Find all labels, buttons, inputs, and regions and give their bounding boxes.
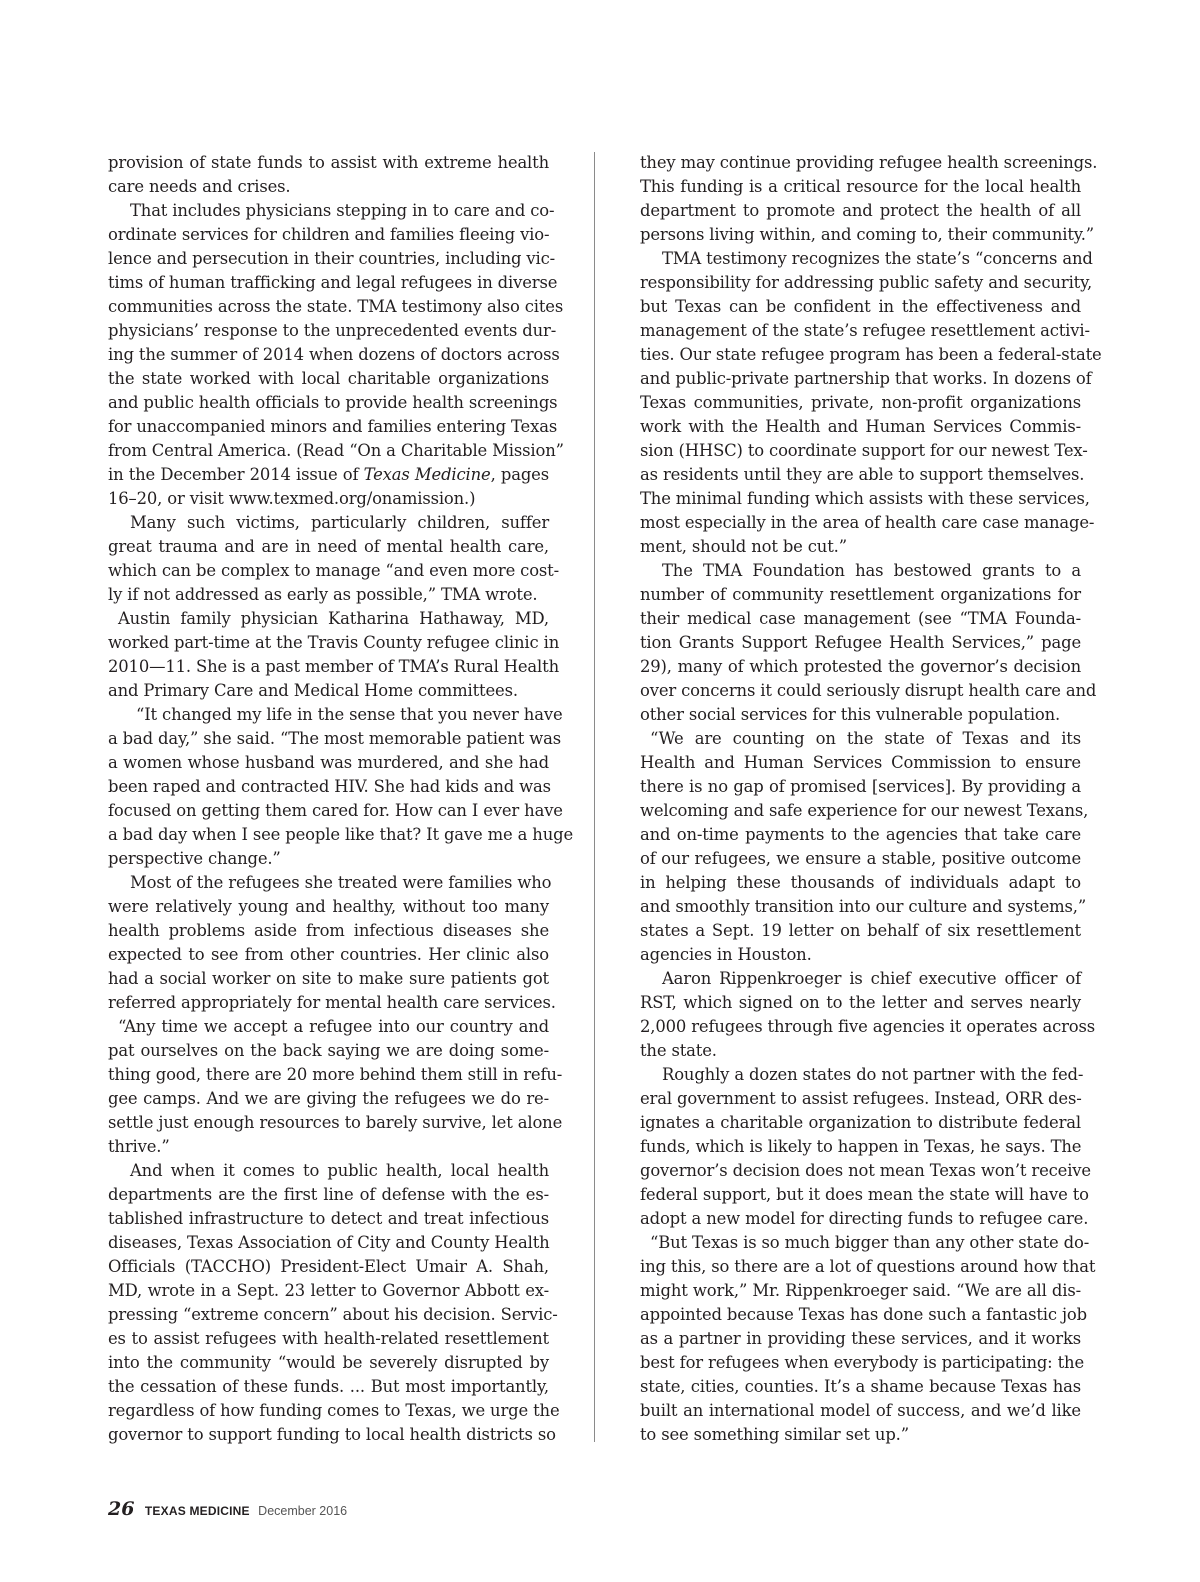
text-line: over concerns it could seriously disrupt health care and [640,681,1097,700]
text-line: and Primary Care and Medical Home committees. [108,681,518,700]
text-line: The minimal funding which assists with these services, [640,489,1090,508]
text-line: there is no gap of promised [services]. By providing a [640,777,1081,796]
text-line: department to promote and protect the health of all [640,201,1081,220]
text-line: and public-private partnership that works. In dozens of [640,369,1092,388]
text-fragment: in the December 2014 issue of [108,465,364,484]
text-line: and smoothly transition into our culture and systems,” [640,897,1087,916]
text-line: tablished infrastructure to detect and treat infectious [108,1209,549,1228]
text-line: lence and persecution in their countries, including vic- [108,249,556,268]
text-line: agencies in Houston. [640,945,812,964]
text-line: 16–20, or visit www.texmed.org/onamission.) [108,489,476,508]
text-line: 2,000 refugees through five agencies it operates across [640,1017,1096,1036]
text-line: great trauma and are in need of mental health care, [108,537,549,556]
text-line: care needs and crises. [108,177,291,196]
text-line: physicians’ response to the unprecedented events dur- [108,321,557,340]
page-footer [108,1498,347,1518]
text-line: responsibility for addressing public safety and security, [640,273,1093,292]
text-line: into the community “would be severely disrupted by [108,1353,549,1372]
text-line: tion Grants Support Refugee Health Services,” page [640,633,1081,652]
text-line: adopt a new model for directing funds to refugee care. [640,1209,1089,1228]
text-line: settle just enough resources to barely survive, let alone [108,1113,563,1132]
text-line: from Central America. (Read “On a Charitable Mission” [108,441,564,460]
text-line: been raped and contracted HIV. She had kids and was [108,777,551,796]
text-line: Many such victims, particularly children, suffer [130,513,549,532]
text-line: This funding is a critical resource for the local health [640,177,1081,196]
text-line: tims of human trafficking and legal refugees in diverse [108,273,558,292]
text-line [108,463,549,487]
text-line: best for refugees when everybody is participating: the [640,1353,1085,1372]
text-line: management of the state’s refugee resettlement activi- [640,321,1090,340]
text-line: Roughly a dozen states do not partner with the fed- [662,1065,1084,1084]
page-number: 26 [108,1498,135,1520]
text-line: other social services for this vulnerable population. [640,705,1061,724]
text-line: expected to see from other countries. Her clinic also [108,945,549,964]
text-line: for unaccompanied minors and families entering Texas [108,417,558,436]
text-line: work with the Health and Human Services Commis- [640,417,1081,436]
text-line: “But Texas is so much bigger than any other state do- [650,1233,1090,1252]
text-line: Officials (TACCHO) President-Elect Umair A. Shah, [108,1257,549,1276]
column-divider [594,152,595,1442]
text-line: in helping these thousands of individuals adapt to [640,873,1081,892]
text-line: ignates a charitable organization to distribute federal [640,1113,1081,1132]
text-line: appointed because Texas has done such a fantastic job [640,1305,1087,1324]
text-line: And when it comes to public health, local health [130,1161,549,1180]
article-column-left [108,151,574,1447]
text-line: pressing “extreme concern” about his decision. Servic- [108,1305,558,1324]
text-line: focused on getting them cared for. How can I ever have [108,801,563,820]
text-line: Most of the refugees she treated were families who [130,873,552,892]
issue-date: December 2016 [258,1504,348,1518]
text-line: as residents until they are able to support themselves. [640,465,1085,484]
text-line: federal support, but it does mean the state will have to [640,1185,1089,1204]
text-line: persons living within, and coming to, their community.” [640,225,1094,244]
text-line: might work,” Mr. Rippenkroeger said. “We are all dis- [640,1281,1081,1300]
text-line: communities across the state. TMA testimony also cites [108,297,564,316]
text-line: a women whose husband was murdered, and she had [108,753,549,772]
text-line: welcoming and safe experience for our newest Texans, [640,801,1089,820]
text-line: had a social worker on site to make sure patients got [108,969,549,988]
text-line: they may continue providing refugee health screenings. [640,153,1098,172]
text-line: Aaron Rippenkroeger is chief executive officer of [662,969,1081,988]
text-line: as a partner in providing these services, and it works [640,1329,1081,1348]
text-line: That includes physicians stepping in to care and co- [130,201,555,220]
text-line: MD, wrote in a Sept. 23 letter to Governor Abbott ex- [108,1281,549,1300]
text-line: a bad day,” she said. “The most memorable patient was [108,729,562,748]
text-line: “It changed my life in the sense that you never have [136,705,563,724]
publication-title: Texas Medicine [363,465,491,484]
text-line: the cessation of these funds. ... But most importantly, [108,1377,549,1396]
text-line: thrive.” [108,1137,170,1156]
text-line: sion (HHSC) to coordinate support for our newest Tex- [640,441,1088,460]
article-column-right [640,151,1102,1447]
text-line: ment, should not be cut.” [640,537,847,556]
text-line: “Any time we accept a refugee into our country and [118,1017,549,1036]
text-line: gee camps. And we are giving the refugees we do re- [108,1089,549,1108]
text-line: perspective change.” [108,849,281,868]
text-line: The TMA Foundation has bestowed grants to a [662,561,1081,580]
text-fragment: , pages [490,465,549,484]
text-line: departments are the first line of defense with the es- [108,1185,549,1204]
text-line: the state worked with local charitable organizations [108,369,549,388]
text-line: es to assist refugees with health-related resettlement [108,1329,549,1348]
text-line: state, cities, counties. It’s a shame because Texas has [640,1377,1081,1396]
text-line: the state. [640,1041,717,1060]
text-line: ties. Our state refugee program has been a federal-state [640,345,1102,364]
text-line: ing the summer of 2014 when dozens of doctors across [108,345,560,364]
text-line: governor’s decision does not mean Texas won’t receive [640,1161,1091,1180]
text-line: were relatively young and healthy, without too many [108,897,549,916]
text-line: ing this, so there are a lot of questions around how that [640,1257,1096,1276]
text-line: and public health officials to provide health screenings [108,393,558,412]
text-line: eral government to assist refugees. Instead, ORR des- [640,1089,1082,1108]
text-line: but Texas can be confident in the effectiveness and [640,297,1081,316]
text-line: RST, which signed on to the letter and serves nearly [640,993,1081,1012]
text-line: their medical case management (see “TMA Founda- [640,609,1081,628]
text-line: most especially in the area of health care case manage- [640,513,1095,532]
text-line: 2010—11. She is a past member of TMA’s Rural Health [108,657,559,676]
text-line: built an international model of success, and we’d like [640,1401,1081,1420]
text-line: pat ourselves on the back saying we are doing some- [108,1041,549,1060]
text-line: provision of state funds to assist with extreme health [108,153,549,172]
text-line: which can be complex to manage “and even more cost- [108,561,560,580]
text-line: governor to support funding to local health districts so [108,1425,556,1444]
text-line: TMA testimony recognizes the state’s “concerns and [662,249,1093,268]
text-line: referred appropriately for mental health care services. [108,993,556,1012]
text-line: ordinate services for children and families fleeing vio- [108,225,550,244]
text-line: ly if not addressed as early as possible,” TMA wrote. [108,585,538,604]
text-line: states a Sept. 19 letter on behalf of six resettlement [640,921,1081,940]
text-line: 29), many of which protested the governor’s decision [640,657,1081,676]
text-line: funds, which is likely to happen in Texas, he says. The [640,1137,1082,1156]
text-line: diseases, Texas Association of City and County Health [108,1233,550,1252]
text-line: a bad day when I see people like that? It gave me a huge [108,825,574,844]
text-line: Austin family physician Katharina Hathaway, MD, [118,609,549,628]
text-line: Texas communities, private, non-profit organizations [640,393,1081,412]
text-line: of our refugees, we ensure a stable, positive outcome [640,849,1081,868]
text-line: number of community resettlement organizations for [640,585,1081,604]
text-line: to see something similar set up.” [640,1425,909,1444]
text-line: “We are counting on the state of Texas and its [650,729,1081,748]
text-line: worked part-time at the Travis County refugee clinic in [108,633,560,652]
text-line: Health and Human Services Commission to ensure [640,753,1081,772]
text-line: and on-time payments to the agencies that take care [640,825,1081,844]
magazine-name: TEXAS MEDICINE [144,1504,250,1518]
text-line: thing good, there are 20 more behind them still in refu- [108,1065,563,1084]
text-line: regardless of how funding comes to Texas, we urge the [108,1401,560,1420]
text-line: health problems aside from infectious diseases she [108,921,549,940]
